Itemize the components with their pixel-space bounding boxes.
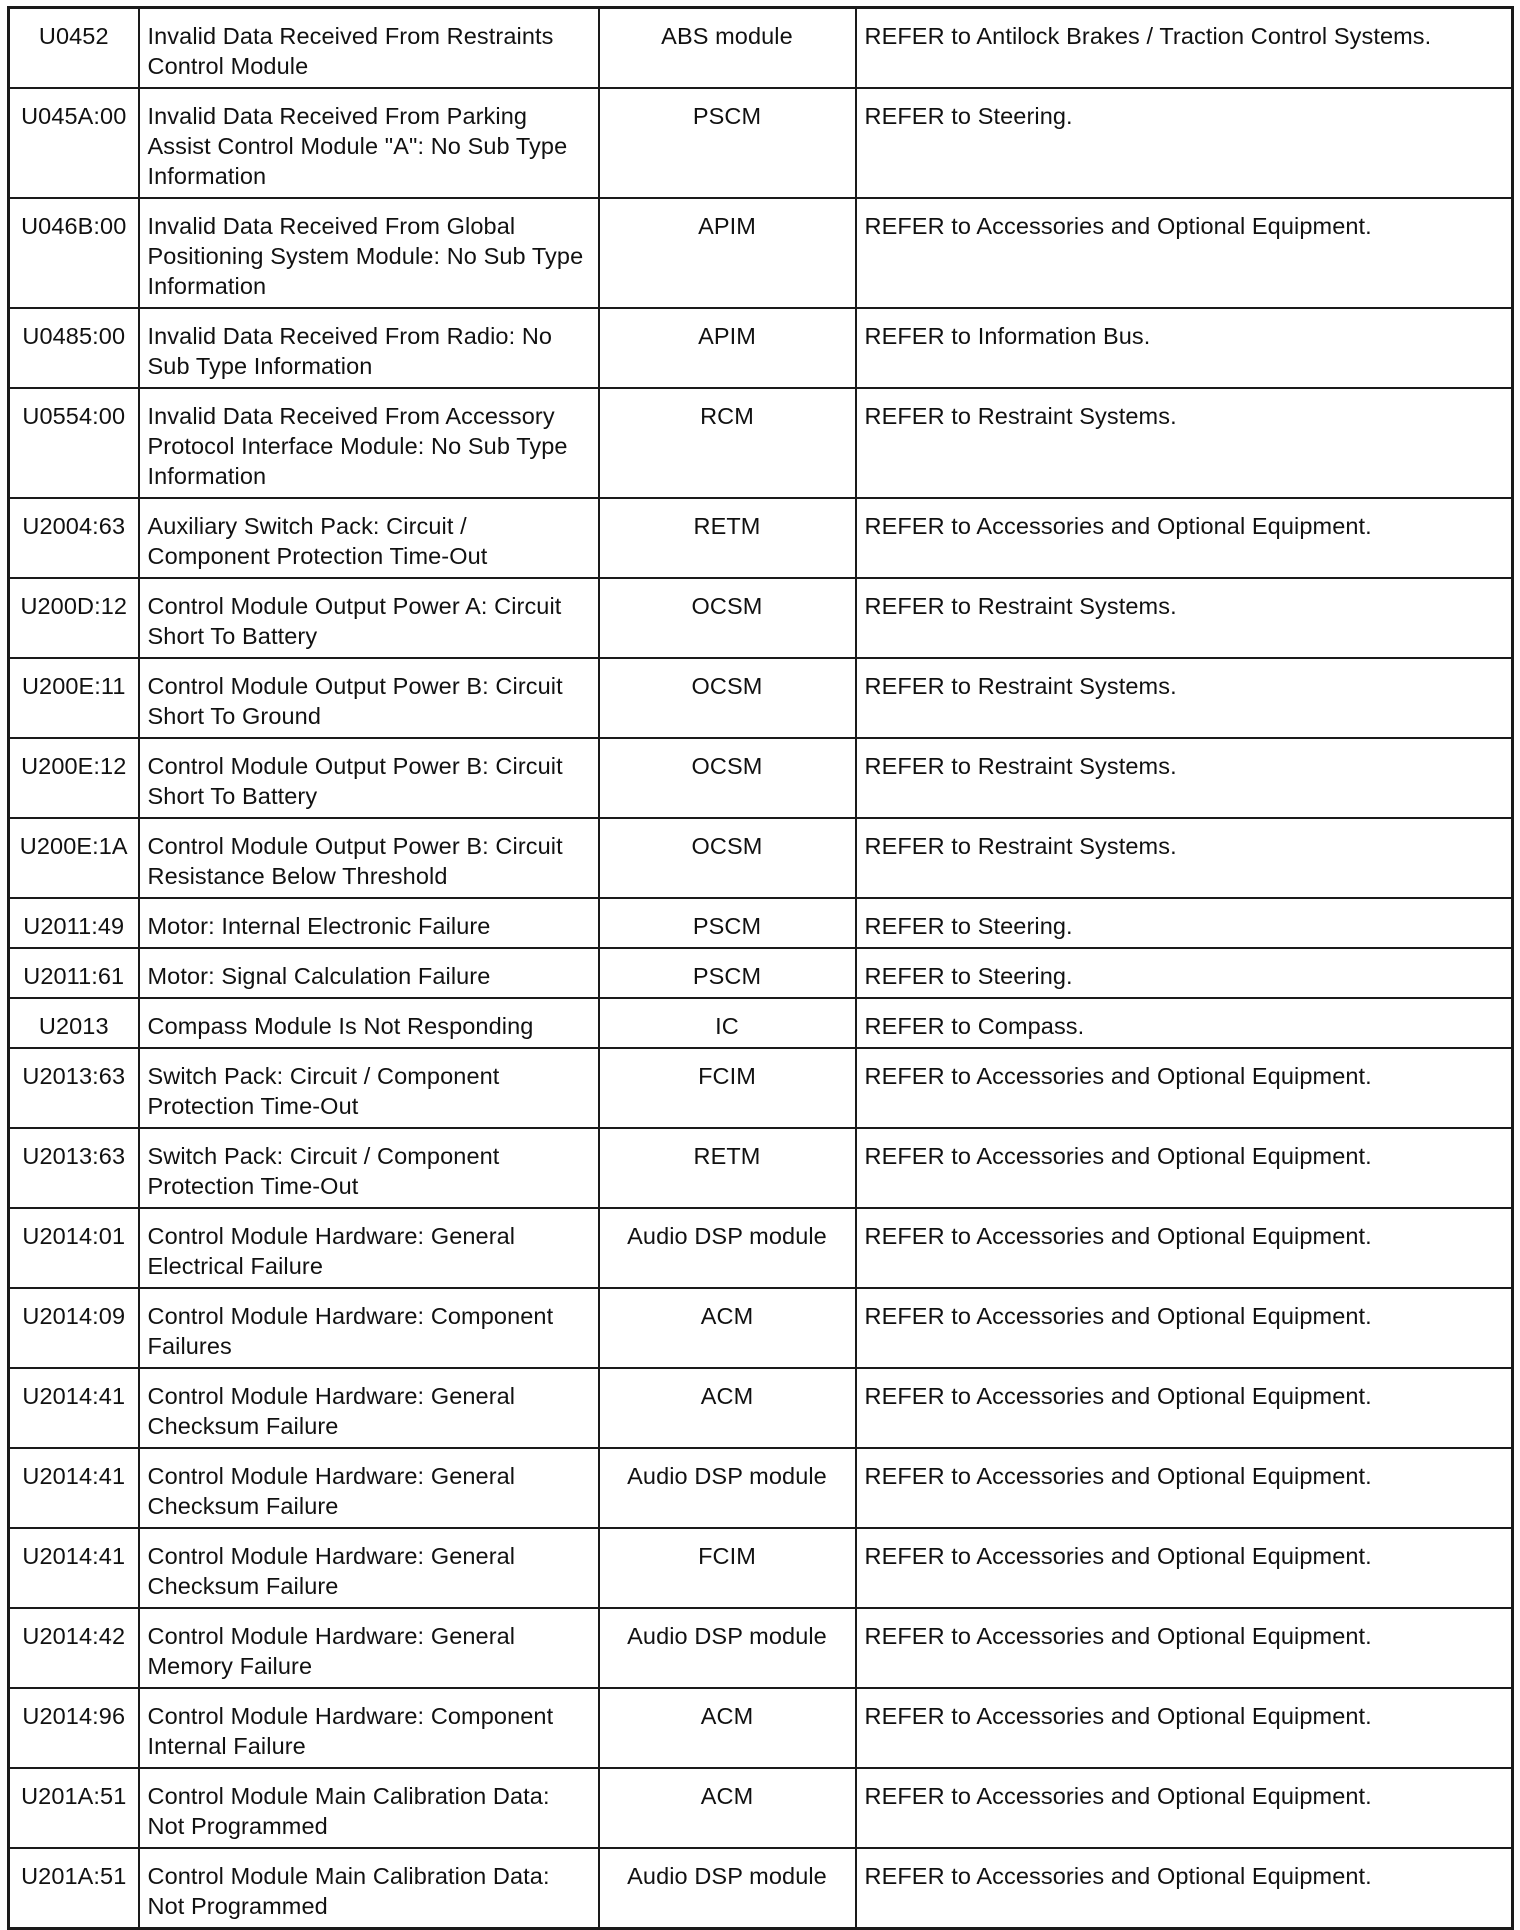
table-row — [9, 898, 1513, 948]
dtc-action: REFER to Accessories and Optional Equipment. — [856, 498, 1513, 578]
dtc-action: REFER to Accessories and Optional Equipment. — [856, 1288, 1513, 1368]
dtc-code: U0485:00 — [9, 308, 139, 388]
table-row — [9, 1128, 1513, 1208]
dtc-action: REFER to Steering. — [856, 88, 1513, 198]
table-row — [9, 998, 1513, 1048]
dtc-code: U2014:41 — [9, 1448, 139, 1528]
dtc-action: REFER to Steering. — [856, 898, 1513, 948]
table-row — [9, 818, 1513, 898]
table-row — [9, 738, 1513, 818]
dtc-action: REFER to Accessories and Optional Equipment. — [856, 1048, 1513, 1128]
dtc-description: Control Module Output Power B: Circuit Resistance Below Threshold — [139, 818, 599, 898]
dtc-module: IC — [599, 998, 856, 1048]
dtc-module: Audio DSP module — [599, 1608, 856, 1688]
dtc-description: Control Module Hardware: General Electrical Failure — [139, 1208, 599, 1288]
dtc-action: REFER to Restraint Systems. — [856, 658, 1513, 738]
dtc-description: Control Module Output Power B: Circuit Short To Battery — [139, 738, 599, 818]
table-row — [9, 948, 1513, 998]
table-row — [9, 658, 1513, 738]
dtc-description: Control Module Output Power A: Circuit Short To Battery — [139, 578, 599, 658]
dtc-description: Switch Pack: Circuit / Component Protection Time-Out — [139, 1048, 599, 1128]
dtc-description: Invalid Data Received From Radio: No Sub Type Information — [139, 308, 599, 388]
table-row — [9, 1208, 1513, 1288]
table-row — [9, 1528, 1513, 1608]
dtc-code: U2011:49 — [9, 898, 139, 948]
dtc-module: RCM — [599, 388, 856, 498]
dtc-action: REFER to Compass. — [856, 998, 1513, 1048]
dtc-code: U046B:00 — [9, 198, 139, 308]
dtc-module: PSCM — [599, 948, 856, 998]
dtc-module: FCIM — [599, 1048, 856, 1128]
dtc-action: REFER to Accessories and Optional Equipment. — [856, 1848, 1513, 1929]
dtc-module: PSCM — [599, 88, 856, 198]
dtc-code: U2014:96 — [9, 1688, 139, 1768]
dtc-description: Auxiliary Switch Pack: Circuit / Component Protection Time-Out — [139, 498, 599, 578]
dtc-action: REFER to Accessories and Optional Equipment. — [856, 1528, 1513, 1608]
dtc-description: Motor: Internal Electronic Failure — [139, 898, 599, 948]
dtc-description: Invalid Data Received From Accessory Protocol Interface Module: No Sub Type Information — [139, 388, 599, 498]
dtc-action: REFER to Antilock Brakes / Traction Control Systems. — [856, 8, 1513, 89]
table-row — [9, 1768, 1513, 1848]
dtc-code: U2014:01 — [9, 1208, 139, 1288]
dtc-module: Audio DSP module — [599, 1208, 856, 1288]
dtc-code: U200E:1A — [9, 818, 139, 898]
dtc-action: REFER to Accessories and Optional Equipment. — [856, 1128, 1513, 1208]
dtc-module: APIM — [599, 198, 856, 308]
dtc-module: OCSM — [599, 578, 856, 658]
dtc-module: ACM — [599, 1368, 856, 1448]
table-row — [9, 1368, 1513, 1448]
dtc-action: REFER to Accessories and Optional Equipment. — [856, 1688, 1513, 1768]
dtc-module: Audio DSP module — [599, 1448, 856, 1528]
table-row — [9, 498, 1513, 578]
dtc-action: REFER to Accessories and Optional Equipment. — [856, 1208, 1513, 1288]
dtc-table — [7, 6, 1514, 1930]
table-row — [9, 88, 1513, 198]
dtc-description: Control Module Main Calibration Data: Not Programmed — [139, 1848, 599, 1929]
dtc-code: U045A:00 — [9, 88, 139, 198]
dtc-code: U2013:63 — [9, 1048, 139, 1128]
dtc-code: U200E:12 — [9, 738, 139, 818]
dtc-action: REFER to Steering. — [856, 948, 1513, 998]
dtc-module: ACM — [599, 1768, 856, 1848]
dtc-description: Motor: Signal Calculation Failure — [139, 948, 599, 998]
dtc-module: ACM — [599, 1288, 856, 1368]
dtc-module: RETM — [599, 1128, 856, 1208]
table-row — [9, 1608, 1513, 1688]
dtc-module: RETM — [599, 498, 856, 578]
dtc-code: U2014:41 — [9, 1368, 139, 1448]
dtc-description: Control Module Hardware: Component Failures — [139, 1288, 599, 1368]
dtc-description: Control Module Hardware: General Checksum Failure — [139, 1368, 599, 1448]
table-row — [9, 1048, 1513, 1128]
dtc-code: U201A:51 — [9, 1768, 139, 1848]
dtc-module: OCSM — [599, 738, 856, 818]
dtc-module: ABS module — [599, 8, 856, 89]
dtc-module: ACM — [599, 1688, 856, 1768]
table-row — [9, 1848, 1513, 1929]
dtc-action: REFER to Accessories and Optional Equipment. — [856, 1608, 1513, 1688]
dtc-module: OCSM — [599, 658, 856, 738]
dtc-action: REFER to Information Bus. — [856, 308, 1513, 388]
dtc-description: Control Module Hardware: General Checksum Failure — [139, 1448, 599, 1528]
dtc-module: OCSM — [599, 818, 856, 898]
dtc-action: REFER to Restraint Systems. — [856, 578, 1513, 658]
table-row — [9, 388, 1513, 498]
table-row — [9, 578, 1513, 658]
dtc-code: U200D:12 — [9, 578, 139, 658]
dtc-code: U200E:11 — [9, 658, 139, 738]
dtc-code: U2014:09 — [9, 1288, 139, 1368]
dtc-code: U2013:63 — [9, 1128, 139, 1208]
dtc-description: Control Module Hardware: General Memory Failure — [139, 1608, 599, 1688]
dtc-module: Audio DSP module — [599, 1848, 856, 1929]
dtc-code: U2014:42 — [9, 1608, 139, 1688]
table-row — [9, 1448, 1513, 1528]
dtc-module: PSCM — [599, 898, 856, 948]
table-row — [9, 1688, 1513, 1768]
dtc-description: Switch Pack: Circuit / Component Protection Time-Out — [139, 1128, 599, 1208]
dtc-code: U2011:61 — [9, 948, 139, 998]
dtc-code: U201A:51 — [9, 1848, 139, 1929]
table-row — [9, 8, 1513, 89]
dtc-description: Compass Module Is Not Responding — [139, 998, 599, 1048]
dtc-description: Control Module Hardware: General Checksum Failure — [139, 1528, 599, 1608]
dtc-code: U0452 — [9, 8, 139, 89]
dtc-description: Invalid Data Received From Global Positioning System Module: No Sub Type Information — [139, 198, 599, 308]
table-row — [9, 1288, 1513, 1368]
table-row — [9, 198, 1513, 308]
dtc-action: REFER to Accessories and Optional Equipment. — [856, 1768, 1513, 1848]
dtc-action: REFER to Accessories and Optional Equipment. — [856, 198, 1513, 308]
dtc-action: REFER to Restraint Systems. — [856, 818, 1513, 898]
dtc-module: APIM — [599, 308, 856, 388]
dtc-description: Invalid Data Received From Restraints Control Module — [139, 8, 599, 89]
dtc-description: Control Module Output Power B: Circuit Short To Ground — [139, 658, 599, 738]
dtc-code: U0554:00 — [9, 388, 139, 498]
dtc-action: REFER to Restraint Systems. — [856, 388, 1513, 498]
dtc-code: U2004:63 — [9, 498, 139, 578]
dtc-action: REFER to Restraint Systems. — [856, 738, 1513, 818]
dtc-description: Control Module Hardware: Component Internal Failure — [139, 1688, 599, 1768]
dtc-code: U2013 — [9, 998, 139, 1048]
dtc-module: FCIM — [599, 1528, 856, 1608]
dtc-code: U2014:41 — [9, 1528, 139, 1608]
dtc-action: REFER to Accessories and Optional Equipment. — [856, 1368, 1513, 1448]
dtc-description: Control Module Main Calibration Data: Not Programmed — [139, 1768, 599, 1848]
dtc-action: REFER to Accessories and Optional Equipment. — [856, 1448, 1513, 1528]
dtc-description: Invalid Data Received From Parking Assist Control Module "A": No Sub Type Information — [139, 88, 599, 198]
table-row — [9, 308, 1513, 388]
